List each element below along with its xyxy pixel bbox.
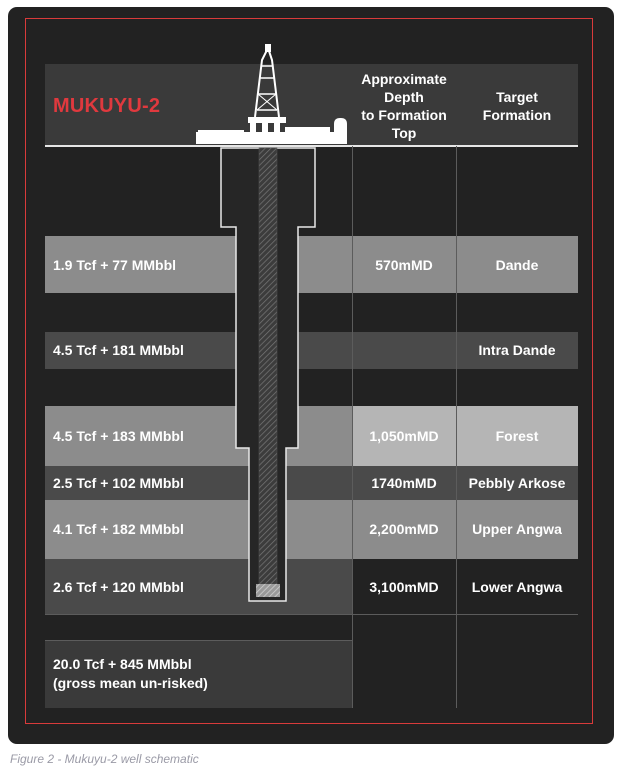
depth-value-3: 1,050mMD — [369, 428, 439, 444]
depth-header-line-4: Top — [391, 125, 417, 141]
total-label-line-1: 20.0 Tcf + 845 MMbbl — [53, 656, 192, 672]
target-header-line-2: Formation — [482, 107, 552, 123]
well-title: MUKUYU-2 — [53, 95, 161, 117]
depth-value-1: 570mMD — [375, 257, 433, 273]
resource-label-1: 1.9 Tcf + 77 MMbbl — [53, 257, 177, 273]
formation-label-4: Pebbly Arkose — [468, 475, 566, 491]
depth-header-line-1: Approximate — [361, 71, 447, 87]
depth-header-line-2: Depth — [384, 89, 424, 105]
well-plug — [256, 584, 280, 597]
formation-label-5: Upper Angwa — [472, 521, 562, 537]
formation-label-3: Forest — [495, 428, 539, 444]
resource-label-3: 4.5 Tcf + 183 MMbbl — [53, 428, 184, 444]
formation-label-2: Intra Dande — [478, 342, 556, 358]
formation-label-6: Lower Angwa — [471, 579, 563, 595]
depth-value-6: 3,100mMD — [369, 579, 439, 595]
depth-column-header — [352, 70, 456, 142]
well-tubing — [259, 148, 277, 584]
resource-label-4: 2.5 Tcf + 102 MMbbl — [53, 475, 184, 491]
formation-label-1: Dande — [495, 257, 539, 273]
depth-value-5: 2,200mMD — [369, 521, 439, 537]
depth-value-4: 1740mMD — [371, 475, 437, 491]
figure-caption: Figure 2 - Mukuyu-2 well schematic — [10, 752, 199, 766]
target-header-line-1: Target — [496, 89, 538, 105]
resource-label-5: 4.1 Tcf + 182 MMbbl — [53, 521, 184, 537]
depth-header-line-3: to Formation — [361, 107, 447, 123]
target-column-header — [456, 88, 578, 124]
resource-label-6: 2.6 Tcf + 120 MMbbl — [53, 579, 184, 595]
drilling-rig-icon — [196, 44, 347, 144]
total-label-line-2: (gross mean un-risked) — [53, 675, 208, 691]
resource-label-2: 4.5 Tcf + 181 MMbbl — [53, 342, 184, 358]
